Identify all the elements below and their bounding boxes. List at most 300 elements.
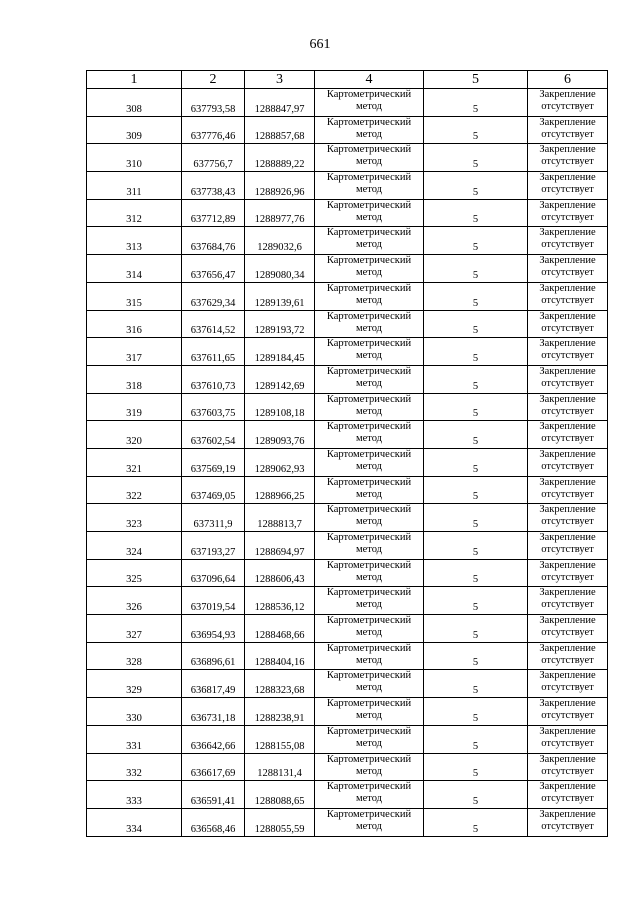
y-coordinate-cell xyxy=(245,393,315,421)
method-cell-text: Картометрический xyxy=(326,227,412,239)
fixation-cell xyxy=(528,310,608,338)
y-coordinate-cell-text: 1289193,72 xyxy=(254,325,305,337)
table-row xyxy=(87,559,608,587)
table-row xyxy=(87,615,608,643)
fixation-cell-text: Закрепление xyxy=(539,172,596,184)
x-coordinate-cell-text: 637629,34 xyxy=(190,297,236,309)
method-cell xyxy=(315,808,424,836)
table-row xyxy=(87,89,608,117)
method-cell-text: Картометрический xyxy=(326,282,412,294)
method-cell xyxy=(315,476,424,504)
point-number-cell xyxy=(87,448,182,476)
fixation-cell-text: отсутствует xyxy=(541,433,594,445)
method-cell-text: Картометрический xyxy=(326,448,412,460)
fixation-cell-text: отсутствует xyxy=(541,294,594,306)
x-coordinate-cell xyxy=(182,670,245,698)
fixation-cell-text: Закрепление xyxy=(539,781,596,793)
table-row xyxy=(87,365,608,393)
y-coordinate-cell-text: 1289032,6 xyxy=(257,242,302,254)
x-coordinate-cell xyxy=(182,338,245,366)
method-cell xyxy=(315,698,424,726)
precision-cell xyxy=(424,615,528,643)
method-cell xyxy=(315,587,424,615)
table-row xyxy=(87,587,608,615)
x-coordinate-cell xyxy=(182,172,245,200)
y-coordinate-cell-text: 1288694,97 xyxy=(254,546,305,558)
precision-cell-text: 5 xyxy=(472,352,479,364)
x-coordinate-cell xyxy=(182,615,245,643)
point-number-cell-text: 313 xyxy=(126,242,142,254)
precision-cell xyxy=(424,781,528,809)
fixation-cell-text: отсутствует xyxy=(541,571,594,583)
fixation-cell-text: Закрепление xyxy=(539,282,596,294)
y-coordinate-cell xyxy=(245,282,315,310)
fixation-cell xyxy=(528,753,608,781)
method-cell-text: Картометрический xyxy=(326,808,412,820)
y-coordinate-cell xyxy=(245,642,315,670)
method-cell-text: метод xyxy=(355,544,383,555)
fixation-cell-text: отсутствует xyxy=(541,460,594,472)
precision-cell-text: 5 xyxy=(472,629,479,641)
point-number-cell-text: 317 xyxy=(126,352,142,364)
precision-cell-text: 5 xyxy=(472,768,479,780)
fixation-cell-text: Закрепление xyxy=(539,116,596,128)
method-cell xyxy=(315,642,424,670)
method-cell-text: метод xyxy=(355,627,383,639)
table-row xyxy=(87,338,608,366)
y-coordinate-cell-text: 1288606,43 xyxy=(254,574,305,586)
method-cell-text: Картометрический xyxy=(326,725,412,737)
method-cell-text: Картометрический xyxy=(326,476,412,488)
method-cell xyxy=(315,421,424,449)
x-coordinate-cell-text: 637603,75 xyxy=(190,408,236,420)
fixation-cell xyxy=(528,144,608,172)
method-cell xyxy=(315,89,424,117)
point-number-cell xyxy=(87,89,182,117)
point-number-cell-text: 312 xyxy=(126,214,142,226)
fixation-cell-text: отсутствует xyxy=(541,599,594,611)
method-cell xyxy=(315,725,424,753)
precision-cell xyxy=(424,282,528,310)
precision-cell-text: 5 xyxy=(472,186,479,198)
x-coordinate-cell-text: 636896,61 xyxy=(190,657,236,669)
table-row xyxy=(87,448,608,476)
method-cell xyxy=(315,393,424,421)
point-number-cell xyxy=(87,504,182,532)
y-coordinate-cell-text: 1289093,76 xyxy=(254,435,305,447)
x-coordinate-cell xyxy=(182,587,245,615)
x-coordinate-cell xyxy=(182,282,245,310)
precision-cell xyxy=(424,421,528,449)
y-coordinate-cell-text: 1289184,45 xyxy=(254,352,305,364)
method-cell xyxy=(315,255,424,283)
precision-cell xyxy=(424,448,528,476)
coordinates-table xyxy=(86,70,608,837)
y-coordinate-cell-text: 1288847,97 xyxy=(254,103,305,115)
precision-cell xyxy=(424,670,528,698)
x-coordinate-cell xyxy=(182,89,245,117)
y-coordinate-cell-text: 1288813,7 xyxy=(257,519,302,530)
precision-cell xyxy=(424,144,528,172)
method-cell xyxy=(315,532,424,560)
y-coordinate-cell xyxy=(245,172,315,200)
method-cell-text: метод xyxy=(355,737,383,749)
method-cell-text: Картометрический xyxy=(326,255,412,267)
table-row xyxy=(87,172,608,200)
precision-cell-text: 5 xyxy=(472,435,479,447)
x-coordinate-cell xyxy=(182,642,245,670)
method-cell-text: Картометрический xyxy=(326,781,412,793)
fixation-cell xyxy=(528,587,608,615)
precision-cell-text: 5 xyxy=(472,519,479,530)
fixation-cell-text: отсутствует xyxy=(541,267,594,279)
method-cell-text: Картометрический xyxy=(326,642,412,654)
fixation-cell-text: отсутствует xyxy=(541,710,594,722)
point-number-cell-text: 320 xyxy=(126,435,142,447)
x-coordinate-cell xyxy=(182,310,245,338)
x-coordinate-cell-text: 637614,52 xyxy=(190,325,236,337)
point-number-cell-text: 316 xyxy=(126,325,142,337)
fixation-cell-text: Закрепление xyxy=(539,587,596,599)
method-cell xyxy=(315,504,424,532)
fixation-cell-text: Закрепление xyxy=(539,144,596,156)
precision-cell-text: 5 xyxy=(472,269,479,281)
point-number-cell xyxy=(87,781,182,809)
point-number-cell-text: 308 xyxy=(126,103,142,115)
precision-cell xyxy=(424,725,528,753)
point-number-cell-text: 334 xyxy=(126,823,142,835)
fixation-cell-text: Закрепление xyxy=(539,698,596,710)
y-coordinate-cell xyxy=(245,808,315,836)
fixation-cell xyxy=(528,476,608,504)
fixation-cell-text: отсутствует xyxy=(541,516,594,528)
x-coordinate-cell xyxy=(182,781,245,809)
table-body xyxy=(87,89,608,837)
y-coordinate-cell-text: 1289062,93 xyxy=(254,463,305,475)
x-coordinate-cell-text: 637611,65 xyxy=(190,352,236,364)
method-cell-text: метод xyxy=(355,599,383,611)
method-cell-text: метод xyxy=(355,322,383,334)
fixation-cell-text: Закрепление xyxy=(539,642,596,654)
precision-cell xyxy=(424,172,528,200)
y-coordinate-cell-text: 1288088,65 xyxy=(254,795,305,807)
precision-cell xyxy=(424,365,528,393)
fixation-cell-text: отсутствует xyxy=(541,322,594,334)
point-number-cell xyxy=(87,753,182,781)
table-row xyxy=(87,642,608,670)
precision-cell-text: 5 xyxy=(472,325,479,337)
point-number-cell-text: 326 xyxy=(126,602,142,614)
point-number-cell xyxy=(87,532,182,560)
point-number-cell-text: 327 xyxy=(126,629,142,641)
y-coordinate-cell-text: 1288926,96 xyxy=(254,186,305,198)
x-coordinate-cell-text: 636817,49 xyxy=(190,685,236,697)
fixation-cell-text: Закрепление xyxy=(539,310,596,322)
precision-cell xyxy=(424,116,528,144)
method-cell xyxy=(315,116,424,144)
x-coordinate-cell-text: 637602,54 xyxy=(190,435,236,447)
point-number-cell xyxy=(87,393,182,421)
x-coordinate-cell-text: 637656,47 xyxy=(190,269,236,281)
point-number-cell xyxy=(87,421,182,449)
x-coordinate-cell-text: 637793,58 xyxy=(190,103,236,115)
method-cell-text: Картометрический xyxy=(326,393,412,405)
y-coordinate-cell-text: 1289108,18 xyxy=(254,408,305,420)
method-cell-text: метод xyxy=(355,433,383,445)
method-cell xyxy=(315,559,424,587)
x-coordinate-cell xyxy=(182,448,245,476)
fixation-cell-text: отсутствует xyxy=(541,544,594,555)
precision-cell-text: 5 xyxy=(472,491,479,503)
method-cell-text: метод xyxy=(355,405,383,417)
x-coordinate-cell xyxy=(182,116,245,144)
x-coordinate-cell xyxy=(182,199,245,227)
fixation-cell xyxy=(528,89,608,117)
point-number-cell xyxy=(87,199,182,227)
point-number-cell-text: 323 xyxy=(126,519,142,530)
point-number-cell xyxy=(87,642,182,670)
column-header-5: 5 xyxy=(424,71,528,89)
method-cell-text: метод xyxy=(355,211,383,223)
table-row xyxy=(87,670,608,698)
x-coordinate-cell-text: 637019,54 xyxy=(190,602,236,614)
fixation-cell-text: Закрепление xyxy=(539,89,596,100)
y-coordinate-cell xyxy=(245,365,315,393)
method-cell-text: Картометрический xyxy=(326,116,412,128)
fixation-cell xyxy=(528,559,608,587)
table-row xyxy=(87,393,608,421)
method-cell-text: метод xyxy=(355,820,383,832)
table-row xyxy=(87,199,608,227)
y-coordinate-cell xyxy=(245,448,315,476)
fixation-cell xyxy=(528,698,608,726)
fixation-cell-text: Закрепление xyxy=(539,448,596,460)
method-cell-text: Картометрический xyxy=(326,753,412,765)
method-cell-text: метод xyxy=(355,460,383,472)
fixation-cell xyxy=(528,116,608,144)
method-cell-text: Картометрический xyxy=(326,338,412,350)
fixation-cell-text: отсутствует xyxy=(541,820,594,832)
precision-cell xyxy=(424,587,528,615)
point-number-cell xyxy=(87,310,182,338)
precision-cell-text: 5 xyxy=(472,380,479,392)
x-coordinate-cell xyxy=(182,532,245,560)
fixation-cell-text: отсутствует xyxy=(541,156,594,168)
method-cell-text: метод xyxy=(355,654,383,666)
x-coordinate-cell-text: 637311,9 xyxy=(193,519,233,530)
method-cell-text: Картометрический xyxy=(326,199,412,211)
method-cell xyxy=(315,365,424,393)
fixation-cell xyxy=(528,615,608,643)
fixation-cell xyxy=(528,448,608,476)
method-cell xyxy=(315,172,424,200)
x-coordinate-cell-text: 636591,41 xyxy=(190,795,236,807)
method-cell xyxy=(315,310,424,338)
point-number-cell xyxy=(87,227,182,255)
x-coordinate-cell xyxy=(182,725,245,753)
x-coordinate-cell-text: 637096,64 xyxy=(190,574,236,586)
precision-cell-text: 5 xyxy=(472,574,479,586)
fixation-cell-text: Закрепление xyxy=(539,808,596,820)
y-coordinate-cell-text: 1288977,76 xyxy=(254,214,305,226)
fixation-cell-text: отсутствует xyxy=(541,488,594,500)
table-row xyxy=(87,781,608,809)
fixation-cell xyxy=(528,642,608,670)
y-coordinate-cell-text: 1288857,68 xyxy=(254,131,305,143)
table-row xyxy=(87,504,608,532)
table-header xyxy=(87,71,608,89)
x-coordinate-cell-text: 637738,43 xyxy=(190,186,236,198)
fixation-cell-text: отсутствует xyxy=(541,654,594,666)
method-cell-text: Картометрический xyxy=(326,670,412,682)
column-header-2: 2 xyxy=(182,71,245,89)
point-number-cell-text: 331 xyxy=(126,740,142,752)
precision-cell xyxy=(424,255,528,283)
precision-cell-text: 5 xyxy=(472,685,479,697)
method-cell-text: метод xyxy=(355,294,383,306)
precision-cell-text: 5 xyxy=(472,214,479,226)
fixation-cell-text: Закрепление xyxy=(539,559,596,571)
x-coordinate-cell-text: 637684,76 xyxy=(190,242,236,254)
fixation-cell xyxy=(528,781,608,809)
table-row xyxy=(87,116,608,144)
x-coordinate-cell-text: 637569,19 xyxy=(190,463,236,475)
method-cell-text: метод xyxy=(355,765,383,777)
precision-cell-text: 5 xyxy=(472,159,479,171)
precision-cell-text: 5 xyxy=(472,463,479,475)
fixation-cell xyxy=(528,808,608,836)
fixation-cell-text: отсутствует xyxy=(541,211,594,223)
precision-cell xyxy=(424,89,528,117)
point-number-cell xyxy=(87,255,182,283)
x-coordinate-cell-text: 637469,05 xyxy=(190,491,236,503)
column-header-4: 4 xyxy=(315,71,424,89)
fixation-cell xyxy=(528,172,608,200)
fixation-cell xyxy=(528,255,608,283)
precision-cell-text: 5 xyxy=(472,131,479,143)
point-number-cell-text: 330 xyxy=(126,712,142,724)
x-coordinate-cell xyxy=(182,504,245,532)
fixation-cell-text: отсутствует xyxy=(541,350,594,362)
precision-cell-text: 5 xyxy=(472,795,479,807)
precision-cell-text: 5 xyxy=(472,408,479,420)
fixation-cell-text: отсутствует xyxy=(541,405,594,417)
precision-cell-text: 5 xyxy=(472,242,479,254)
y-coordinate-cell-text: 1289080,34 xyxy=(254,269,305,281)
fixation-cell-text: отсутствует xyxy=(541,793,594,805)
table-row xyxy=(87,310,608,338)
y-coordinate-cell xyxy=(245,532,315,560)
method-cell-text: метод xyxy=(355,710,383,722)
y-coordinate-cell-text: 1288131,4 xyxy=(257,768,302,780)
method-cell-text: Картометрический xyxy=(326,310,412,322)
y-coordinate-cell xyxy=(245,587,315,615)
x-coordinate-cell-text: 636568,46 xyxy=(190,823,236,835)
fixation-cell xyxy=(528,338,608,366)
method-cell xyxy=(315,227,424,255)
precision-cell xyxy=(424,199,528,227)
y-coordinate-cell xyxy=(245,504,315,532)
y-coordinate-cell xyxy=(245,781,315,809)
precision-cell-text: 5 xyxy=(472,823,479,835)
y-coordinate-cell xyxy=(245,199,315,227)
y-coordinate-cell xyxy=(245,476,315,504)
table-row xyxy=(87,725,608,753)
point-number-cell xyxy=(87,365,182,393)
point-number-cell xyxy=(87,615,182,643)
method-cell-text: метод xyxy=(355,128,383,140)
precision-cell-text: 5 xyxy=(472,602,479,614)
point-number-cell-text: 319 xyxy=(126,408,142,420)
x-coordinate-cell xyxy=(182,698,245,726)
y-coordinate-cell xyxy=(245,89,315,117)
precision-cell xyxy=(424,532,528,560)
precision-cell xyxy=(424,698,528,726)
method-cell-text: Картометрический xyxy=(326,365,412,377)
precision-cell xyxy=(424,559,528,587)
point-number-cell-text: 311 xyxy=(126,186,142,198)
fixation-cell xyxy=(528,504,608,532)
fixation-cell-text: отсутствует xyxy=(541,128,594,140)
y-coordinate-cell-text: 1288238,91 xyxy=(254,712,305,724)
y-coordinate-cell-text: 1288155,08 xyxy=(254,740,305,752)
x-coordinate-cell-text: 636642,66 xyxy=(190,740,236,752)
point-number-cell xyxy=(87,698,182,726)
method-cell-text: метод xyxy=(355,377,383,389)
fixation-cell-text: отсутствует xyxy=(541,627,594,639)
method-cell-text: Картометрический xyxy=(326,587,412,599)
method-cell-text: метод xyxy=(355,350,383,362)
y-coordinate-cell-text: 1288055,59 xyxy=(254,823,305,835)
point-number-cell-text: 328 xyxy=(126,657,142,669)
method-cell-text: Картометрический xyxy=(326,172,412,184)
x-coordinate-cell-text: 637610,73 xyxy=(190,380,236,392)
table-row xyxy=(87,227,608,255)
y-coordinate-cell-text: 1288536,12 xyxy=(254,602,305,614)
fixation-cell-text: отсутствует xyxy=(541,184,594,196)
method-cell-text: метод xyxy=(355,682,383,694)
point-number-cell xyxy=(87,144,182,172)
table-row xyxy=(87,753,608,781)
method-cell-text: метод xyxy=(355,184,383,196)
fixation-cell xyxy=(528,227,608,255)
y-coordinate-cell xyxy=(245,753,315,781)
fixation-cell-text: Закрепление xyxy=(539,504,596,516)
precision-cell-text: 5 xyxy=(472,740,479,752)
precision-cell xyxy=(424,504,528,532)
x-coordinate-cell xyxy=(182,559,245,587)
method-cell-text: метод xyxy=(355,101,383,112)
precision-cell-text: 5 xyxy=(472,712,479,724)
point-number-cell xyxy=(87,725,182,753)
point-number-cell-text: 332 xyxy=(126,768,142,780)
precision-cell-text: 5 xyxy=(472,103,479,115)
method-cell xyxy=(315,781,424,809)
x-coordinate-cell xyxy=(182,227,245,255)
y-coordinate-cell-text: 1289142,69 xyxy=(254,380,305,392)
fixation-cell-text: отсутствует xyxy=(541,101,594,112)
method-cell xyxy=(315,448,424,476)
method-cell-text: метод xyxy=(355,156,383,168)
fixation-cell xyxy=(528,199,608,227)
y-coordinate-cell xyxy=(245,338,315,366)
x-coordinate-cell-text: 637712,89 xyxy=(190,214,236,226)
y-coordinate-cell xyxy=(245,116,315,144)
table-row xyxy=(87,282,608,310)
table-row xyxy=(87,144,608,172)
method-cell-text: метод xyxy=(355,488,383,500)
y-coordinate-cell-text: 1288404,16 xyxy=(254,657,305,669)
